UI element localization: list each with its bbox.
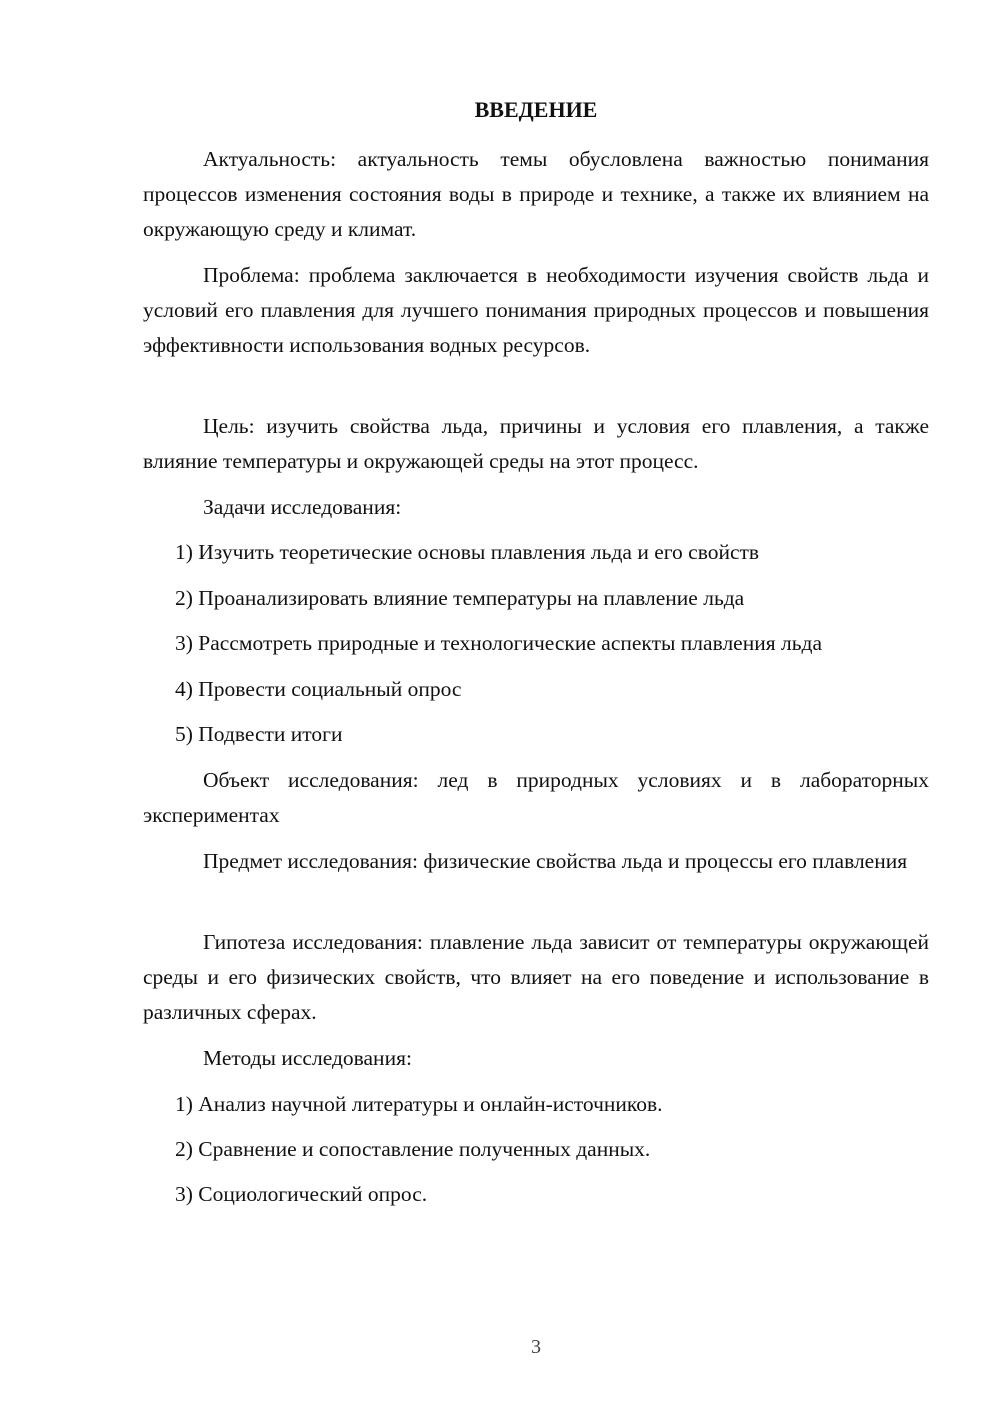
task-item: 1) Изучить теоретические основы плавления льда и его свойств [175,540,760,564]
relevance-paragraph: Актуальность: актуальность темы обусловлена важностью понимания процессов изменения состояния воды в природе и технике, а также их влиянием на окружающую среду и климат. [143,147,929,241]
goal-paragraph: Цель: изучить свойства льда, причины и условия его плавления, а также влияние температуры и окружающей среды на этот процесс. [143,414,929,473]
method-item: 1) Анализ научной литературы и онлайн-источников. [175,1092,663,1116]
method-item: 3) Социологический опрос. [175,1182,428,1206]
object-paragraph: Объект исследования: лед в природных условиях и в лабораторных экспериментах [143,768,929,827]
task-item: 5) Подвести итоги [175,722,343,746]
tasks-heading: Задачи исследования: [203,495,402,519]
section-title: ВВЕДЕНИЕ [474,97,598,122]
task-item: 3) Рассмотреть природные и технологические аспекты плавления льда [175,631,823,655]
method-item: 2) Сравнение и сопоставление полученных данных. [175,1137,651,1161]
hypothesis-paragraph: Гипотеза исследования: плавление льда зависит от температуры окружающей среды и его физических свойств, что влияет на его поведение и использование в различных сферах. [143,930,929,1024]
subject-paragraph: Предмет исследования: физические свойства льда и процессы его плавления [203,849,908,873]
task-item: 2) Проанализировать влияние температуры на плавление льда [175,586,745,610]
methods-heading: Методы исследования: [203,1046,412,1070]
task-item: 4) Провести социальный опрос [175,677,462,701]
page-number: 3 [531,1336,541,1358]
problem-paragraph: Проблема: проблема заключается в необходимости изучения свойств льда и условий его плавления для лучшего понимания природных процессов и повышения эффективности использования водных ресурсов. [143,263,929,357]
